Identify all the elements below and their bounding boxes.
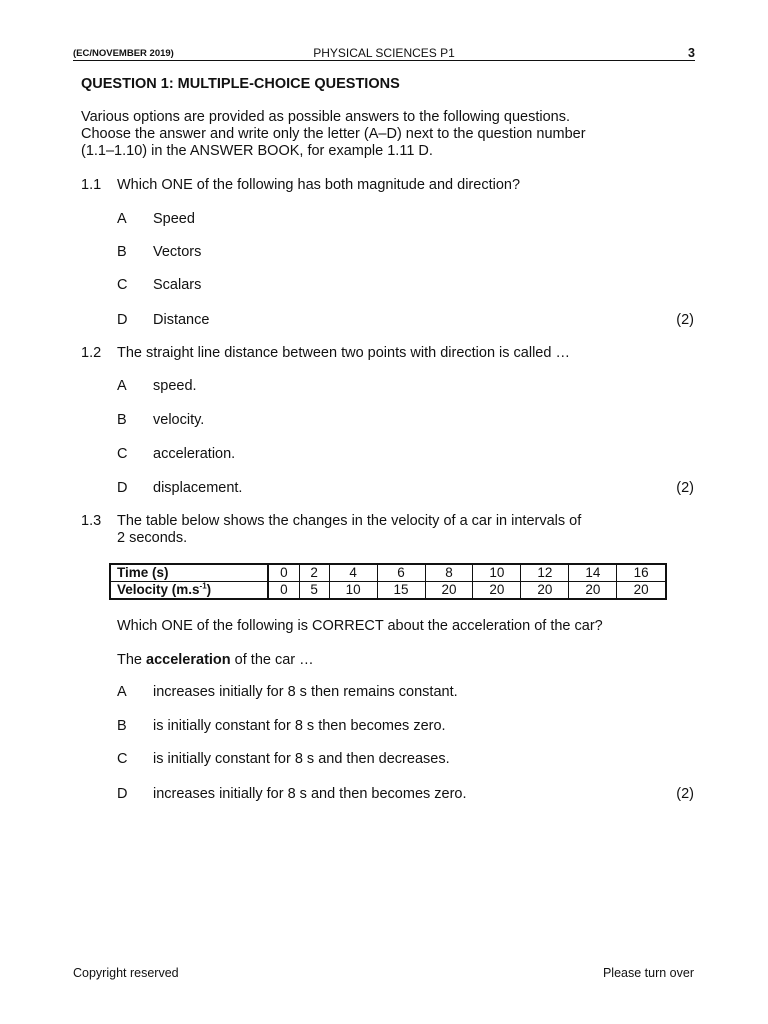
velocity-time-table	[109, 563, 667, 600]
instructions	[81, 109, 681, 161]
option-letter: A	[117, 684, 127, 700]
option-letter: D	[117, 480, 128, 496]
table-row	[110, 564, 666, 582]
option-text: Scalars	[153, 277, 202, 293]
option-text: speed.	[153, 378, 197, 394]
velocity-label-close: )	[206, 582, 212, 597]
exam-session: (EC/NOVEMBER 2019)	[73, 48, 174, 59]
subject-title: PHYSICAL SCIENCES P1	[313, 46, 455, 60]
option-text: is initially constant for 8 s and then decreases.	[153, 751, 450, 767]
page-number: 3	[688, 46, 695, 60]
instruction-line: (1.1–1.10) in the ANSWER BOOK, for example 1.11 D.	[81, 143, 433, 160]
option-text: increases initially for 8 s and then becomes zero.	[153, 786, 467, 802]
question-text	[117, 513, 581, 547]
table-cell: 20	[617, 582, 666, 600]
question-marks: (2)	[676, 480, 694, 496]
copyright-notice: Copyright reserved	[73, 966, 179, 980]
unit-exponent: -1	[199, 581, 207, 591]
question-stem	[117, 652, 314, 669]
stem-keyword: acceleration	[146, 652, 231, 668]
stem-prefix: The	[117, 652, 147, 668]
option-text: Vectors	[153, 244, 202, 260]
option-letter: C	[117, 751, 128, 767]
question-marks: (2)	[676, 312, 694, 328]
option-letter: D	[117, 312, 128, 328]
table-cell: 6	[377, 564, 425, 582]
option-text: displacement.	[153, 480, 243, 496]
option-text: Speed	[153, 211, 195, 227]
table-cell: 10	[473, 564, 521, 582]
question-text: The straight line distance between two points with direction is called …	[117, 345, 570, 361]
velocity-label: Velocity (m.s	[117, 582, 200, 597]
table-cell: 14	[569, 564, 617, 582]
option-text: is initially constant for 8 s then becomes zero.	[153, 718, 446, 734]
table-cell: 20	[521, 582, 569, 600]
table-cell: 0	[268, 582, 299, 600]
option-letter: D	[117, 786, 128, 802]
option-text: velocity.	[153, 412, 205, 428]
option-letter: C	[117, 277, 128, 293]
table-row-header	[110, 582, 268, 600]
table-cell: 20	[425, 582, 473, 600]
table-cell: 12	[521, 564, 569, 582]
page-header	[73, 46, 695, 61]
instruction-line: Various options are provided as possible answers to the following questions.	[81, 109, 570, 125]
question-number: 1.2	[81, 345, 102, 361]
question-text-line: The table below shows the changes in the velocity of a car in intervals of	[117, 513, 582, 529]
option-letter: A	[117, 378, 127, 394]
table-cell: 2	[299, 564, 329, 582]
option-text: acceleration.	[153, 446, 236, 462]
question-text-line: 2 seconds.	[117, 530, 188, 546]
section-title: QUESTION 1: MULTIPLE-CHOICE QUESTIONS	[81, 76, 400, 92]
table-cell: 20	[473, 582, 521, 600]
question-text: Which ONE of the following has both magnitude and direction?	[117, 177, 521, 193]
question-text: Which ONE of the following is CORRECT about the acceleration of the car?	[117, 618, 603, 634]
option-letter: B	[117, 412, 127, 428]
option-letter: B	[117, 718, 127, 734]
option-letter: C	[117, 446, 128, 462]
table-cell: 4	[329, 564, 377, 582]
stem-suffix: of the car …	[230, 652, 314, 668]
option-text: increases initially for 8 s then remains constant.	[153, 684, 458, 700]
table-cell: 0	[268, 564, 299, 582]
table-cell: 10	[329, 582, 377, 600]
table-cell: 5	[299, 582, 329, 600]
question-number: 1.1	[81, 177, 102, 193]
table-row-header: Time (s)	[110, 564, 268, 582]
instruction-line: Choose the answer and write only the letter (A–D) next to the question number	[81, 126, 586, 143]
question-marks: (2)	[676, 786, 694, 802]
option-letter: A	[117, 211, 127, 227]
turn-over-notice: Please turn over	[602, 966, 694, 980]
table-cell: 20	[569, 582, 617, 600]
table-cell: 15	[377, 582, 425, 600]
option-letter: B	[117, 244, 127, 260]
option-text: Distance	[153, 312, 210, 328]
question-number: 1.3	[81, 513, 102, 529]
table-cell: 16	[617, 564, 666, 582]
table-row	[110, 582, 666, 600]
table-cell: 8	[425, 564, 473, 582]
